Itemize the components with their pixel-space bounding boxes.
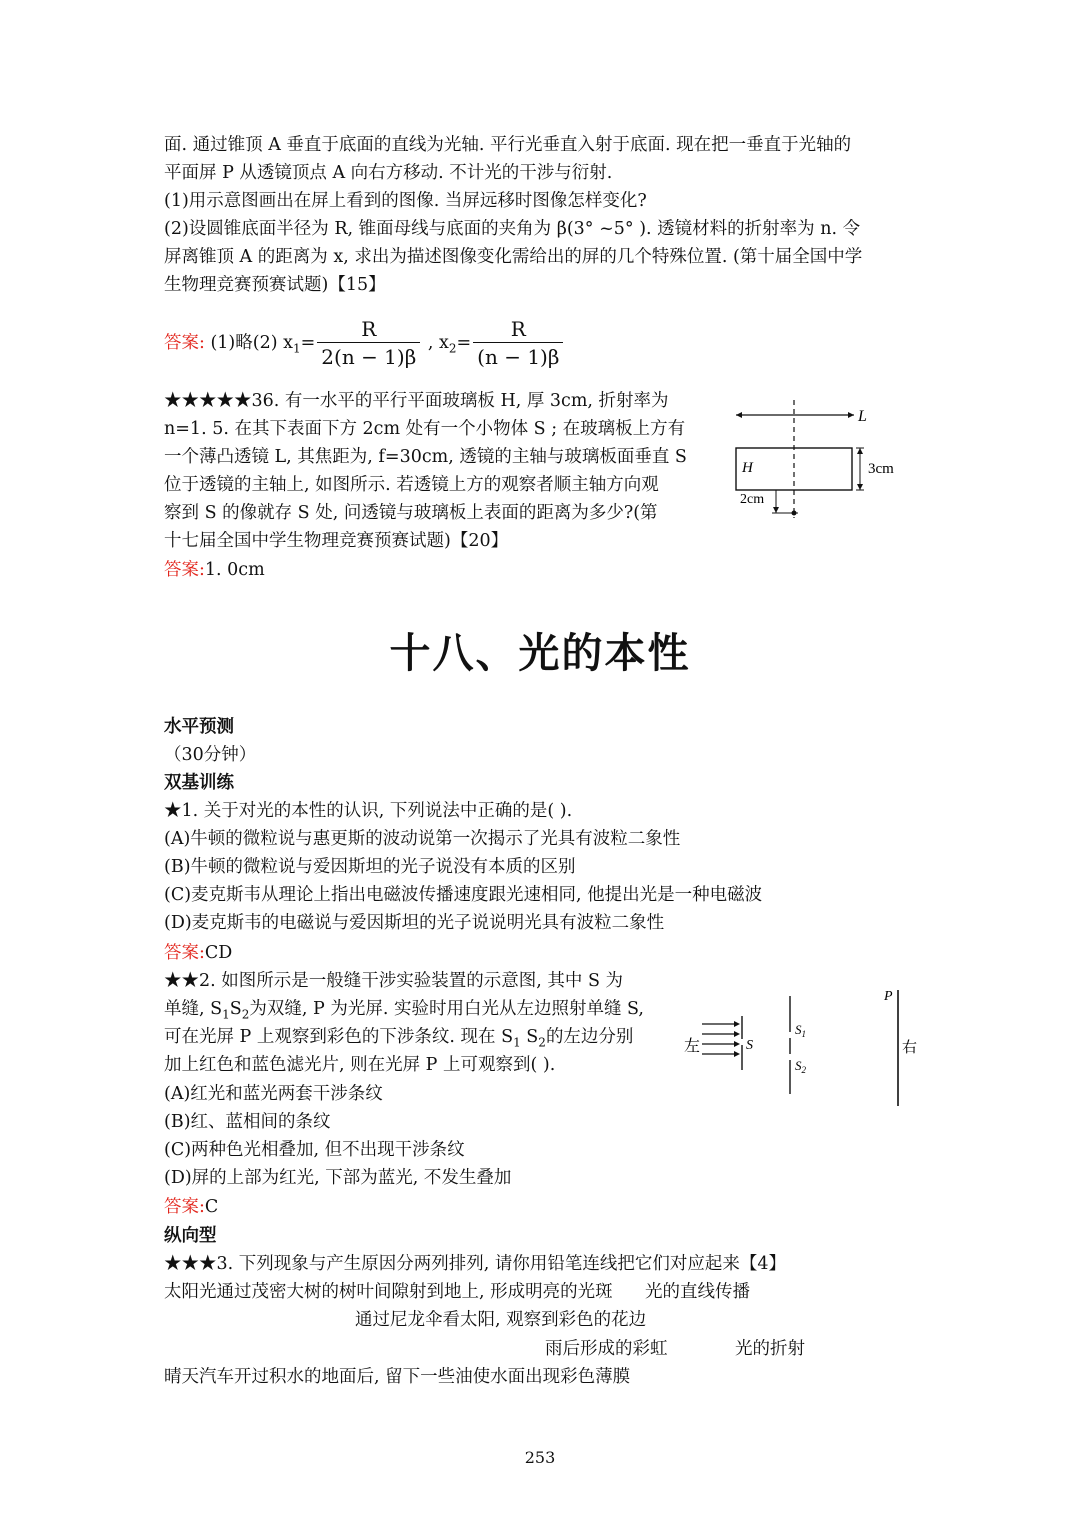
q2-option-c: (C)两种色光相叠加, 但不出现干涉条纹 [164,1140,465,1160]
q2-answer: 答案:C [164,1197,219,1217]
q1-option-d: (D)麦克斯韦的电磁说与爱因斯坦的光子说说明光具有波粒二象性 [164,913,665,933]
q36-line-6: 十七届全国中学生物理竞赛预赛试题)【20】 [164,531,509,551]
svg-text:S1: $S_1$ [795,1022,806,1039]
q1-option-a: (A)牛顿的微粒说与惠更斯的波动说第一次揭示了光具有波粒二象性 [164,829,681,849]
svg-text:S: S [746,1038,753,1053]
q3-row-2: 通过尼龙伞看太阳, 观察到彩色的花边 [355,1310,647,1330]
q35-line-2: 平面屏 P 从透镜顶点 A 向右方移动. 不计光的干涉与衍射. [164,163,613,183]
svg-text:2cm: 2cm [740,492,765,507]
answer-label: 答案: [164,333,205,353]
q1-option-c: (C)麦克斯韦从理论上指出电磁波传播速度跟光速相同, 他提出光是一种电磁波 [164,885,763,905]
svg-text:左: 左 [684,1038,701,1055]
q2-line-2: 单缝, $S_1S_2$为双缝, P 为光屏. 实验时用白光从左边照射单缝 S, [164,999,644,1022]
q35-line-5: 屏离锥顶 A 的距离为 x, 求出为描述图像变化需给出的屏的几个特殊位置. (第十届全国中学 [164,247,863,267]
q3-stem: ★★★3. 下列现象与产生原因分两列排列, 请你用铅笔连线把它们对应起来【4】 [164,1254,787,1274]
section-basic: 双基训练 [164,773,234,793]
fraction-x2: $\frac{R}{(n - 1)\beta}$ [473,316,563,371]
q2-line-1: ★★2. 如图所示是一般缝干涉实验装置的示意图, 其中 S 为 [164,971,623,991]
chapter-title: 十八、光的本性 [389,629,691,677]
q3-row-4: 晴天汽车开过积水的地面后, 留下一些油使水面出现彩色薄膜 [164,1367,631,1387]
q36-line-1: ★★★★★36. 有一水平的平行平面玻璃板 H, 厚 3cm, 折射率为 [164,391,669,411]
q2-option-d: (D)屏的上部为红光, 下部为蓝光, 不发生叠加 [164,1168,512,1188]
page-number: 253 [524,1448,556,1467]
q36-line-2: n=1. 5. 在其下表面下方 2cm 处有一个小物体 S ; 在玻璃板上方有 [164,419,686,439]
svg-text:S2: $S_2$ [795,1058,806,1075]
q1-stem: ★1. 关于对光的本性的认识, 下列说法中正确的是( ). [164,801,573,821]
q2-line-3: 可在光屏 P 上观察到彩色的下涉条纹. 现在 $S_1$ $S_2$的左边分别 [164,1027,634,1050]
q2-option-b: (B)红、蓝相间的条纹 [164,1112,331,1132]
q3-row-1-left: 太阳光通过茂密大树的树叶间隙射到地上, 形成明亮的光斑 [164,1282,613,1302]
svg-text:3cm: 3cm [868,461,894,477]
double-slit-figure [680,982,925,1110]
q35-line-3: (1)用示意图画出在屏上看到的图像. 当屏远移时图像怎样变化? [164,191,647,211]
svg-text:右: 右 [902,1040,918,1056]
q35-answer: 答案: (1)略(2) $x_1=$ $\frac{R}{2(n - 1)\beta}$ , $x_2=$ $\frac{R}{(n - 1)\beta}$ [164,314,565,378]
q2-line-4: 加上红色和蓝色滤光片, 则在光屏 P 上可观察到( ). [164,1055,556,1075]
section-vertical: 纵向型 [164,1226,217,1246]
q3-row-3-right: 光的折射 [735,1339,805,1359]
fraction-x1: $\frac{R}{2(n - 1)\beta}$ [317,316,420,371]
section-time: （30分钟） [164,745,257,765]
section-level-test: 水平预测 [164,717,234,737]
q2-option-a: (A)红光和蓝光两套干涉条纹 [164,1084,383,1104]
q3-row-1-right: 光的直线传播 [645,1282,750,1302]
q35-line-6: 生物理竞赛预赛试题)【15】 [164,275,386,295]
q35-line-1: 面. 通过锥顶 A 垂直于底面的直线为光轴. 平行光垂直入射于底面. 现在把一垂直于光轴的 [164,135,852,155]
svg-text:L: L [858,408,867,425]
q3-row-3-left: 雨后形成的彩虹 [545,1339,668,1359]
q36-line-5: 察到 S 的像就存 S 处, 问透镜与玻璃板上表面的距离为多少?(第 [164,503,658,523]
q36-line-4: 位于透镜的主轴上, 如图所示. 若透镜上方的观察者顺主轴方向观 [164,475,659,495]
glass-plate-figure [728,400,928,525]
q35-line-4: (2)设圆锥底面半径为 R, 锥面母线与底面的夹角为 β(3° ~5° ). 透镜材料的折射率为 n. 令 [164,219,861,239]
svg-text:H: H [742,460,753,476]
q36-line-3: 一个薄凸透镜 L, 其焦距为, f=30cm, 透镜的主轴与玻璃板面垂直 S [164,447,687,467]
q36-answer: 答案:1. 0cm [164,560,265,580]
q1-answer: 答案:CD [164,943,233,963]
q1-option-b: (B)牛顿的微粒说与爱因斯坦的光子说没有本质的区别 [164,857,576,877]
svg-text:P: P [884,989,893,1004]
